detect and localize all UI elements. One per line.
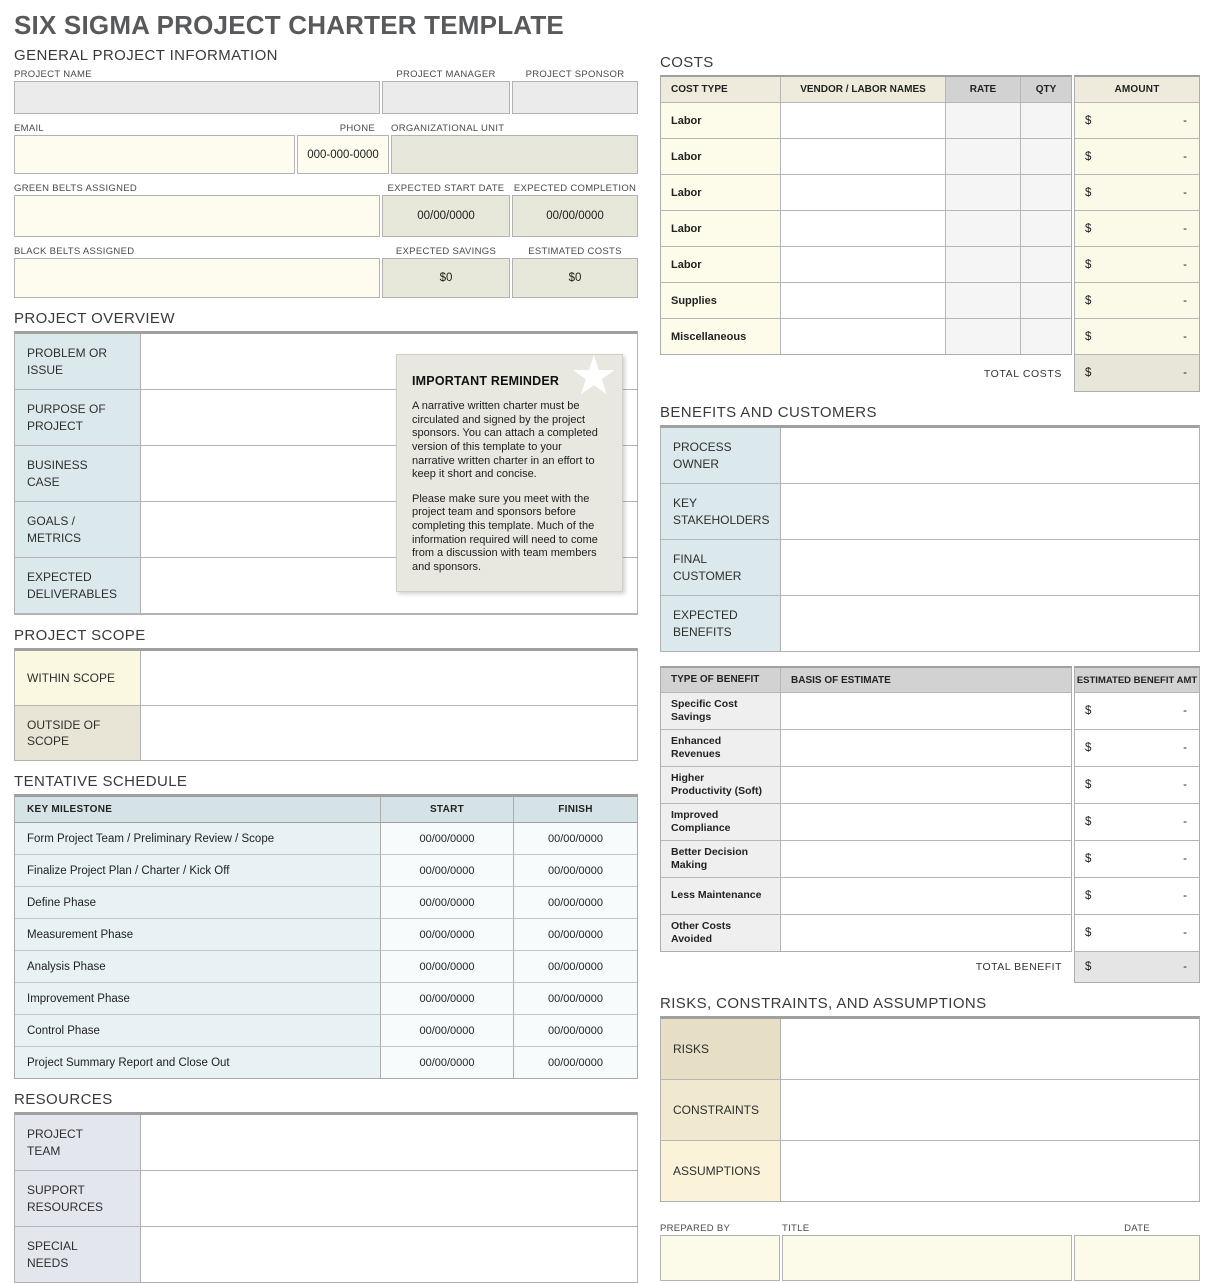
benefit-main-columns: [660, 666, 1072, 982]
currency-symbol: $: [1085, 258, 1092, 271]
currency-symbol: $: [1085, 816, 1092, 828]
risks-table: [660, 1016, 1200, 1202]
benefit-row: [661, 878, 1071, 915]
rate-cell[interactable]: [946, 283, 1021, 318]
costs-row: [661, 175, 1071, 211]
benefit-type-label: Other Costs Avoided: [661, 915, 781, 951]
finish-date-cell[interactable]: 00/00/0000: [514, 887, 637, 918]
general-row-4: [14, 245, 638, 298]
rate-cell[interactable]: [946, 175, 1021, 210]
star-icon: ★: [569, 346, 618, 406]
reminder-paragraph-2: Please make sure you meet with the project team and sponsors before completing this template. Much of the information required will need to come from a discussion with team members and sponsors.: [412, 492, 598, 573]
email-field: [14, 122, 295, 174]
basis-of-estimate-cell[interactable]: [781, 915, 1071, 951]
finish-date-cell[interactable]: 00/00/0000: [514, 855, 637, 886]
benefit-row: [661, 804, 1071, 841]
costs-row: [661, 139, 1071, 175]
finish-date-cell[interactable]: 00/00/0000: [514, 919, 637, 950]
currency-symbol: $: [1085, 890, 1092, 902]
benefit-row: [661, 693, 1071, 730]
section-heading-scope: PROJECT SCOPE: [14, 627, 146, 644]
start-date-cell[interactable]: 00/00/0000: [381, 887, 514, 918]
estimated-costs-field: [512, 245, 638, 298]
finish-date-cell[interactable]: 00/00/0000: [514, 1015, 637, 1046]
vendor-cell[interactable]: [781, 139, 946, 174]
costs-col-rate: RATE: [946, 77, 1021, 102]
costs-col-type: COST TYPE: [661, 77, 781, 102]
outside-scope-input[interactable]: [141, 706, 637, 760]
benefit-types-table: [660, 666, 1200, 983]
special-needs-input[interactable]: [141, 1227, 637, 1282]
schedule-row: [15, 1015, 637, 1047]
preparer-title-label: TITLE: [782, 1223, 810, 1234]
within-scope-input[interactable]: [141, 651, 637, 705]
amount-cell[interactable]: [1075, 103, 1199, 139]
finish-date-cell[interactable]: 00/00/0000: [514, 983, 637, 1014]
empty-amount: -: [1183, 961, 1187, 973]
benefits-row: [661, 596, 1199, 651]
expected-completion-input[interactable]: 00/00/0000: [512, 195, 638, 237]
benefit-type-label: Less Maintenance: [661, 878, 781, 914]
benefit-amount-cell[interactable]: [1075, 767, 1199, 804]
schedule-row: [15, 823, 637, 855]
start-date-cell[interactable]: 00/00/0000: [381, 983, 514, 1014]
schedule-row: [15, 919, 637, 951]
empty-amount: -: [1183, 890, 1187, 902]
project-name-label: PROJECT NAME: [14, 69, 92, 80]
email-label: EMAIL: [14, 123, 45, 134]
benefit-type-label: Improved Compliance: [661, 804, 781, 840]
empty-amount: -: [1183, 705, 1187, 717]
benefit-amount-cell[interactable]: [1075, 915, 1199, 952]
prepared-by-row: [660, 1222, 1200, 1281]
empty-amount: -: [1183, 258, 1187, 271]
project-name-field: [14, 68, 380, 114]
finish-date-cell[interactable]: 00/00/0000: [514, 823, 637, 854]
risks-row-label: ASSUMPTIONS: [661, 1141, 781, 1201]
cost-type-label: Labor: [661, 139, 781, 174]
currency-symbol: $: [1085, 961, 1092, 973]
overview-table: [14, 331, 638, 615]
green-belts-field: [14, 182, 380, 237]
empty-amount: -: [1183, 186, 1187, 199]
amount-cell[interactable]: [1075, 139, 1199, 175]
milestone-label: Finalize Project Plan / Charter / Kick Off: [15, 855, 381, 886]
rate-cell[interactable]: [946, 211, 1021, 246]
general-row-1: [14, 68, 638, 114]
section-heading-resources: RESOURCES: [14, 1091, 113, 1108]
rate-cell[interactable]: [946, 103, 1021, 138]
benefits-row: [661, 540, 1199, 596]
expected-savings-field: [382, 245, 510, 298]
scope-row-label: OUTSIDE OF SCOPE: [15, 706, 141, 760]
amount-cell[interactable]: [1075, 175, 1199, 211]
resources-row-label: SUPPORT RESOURCES: [15, 1171, 141, 1226]
benefit-row: [661, 767, 1071, 804]
empty-amount: -: [1183, 222, 1187, 235]
benefit-col-type: TYPE OF BENEFIT: [661, 668, 781, 692]
basis-of-estimate-cell[interactable]: [781, 878, 1071, 914]
qty-cell[interactable]: [1021, 139, 1071, 174]
basis-of-estimate-cell[interactable]: [781, 693, 1071, 729]
project-name-input[interactable]: [14, 81, 380, 114]
currency-symbol: $: [1085, 186, 1092, 199]
risks-row: [661, 1080, 1199, 1141]
green-belts-input[interactable]: [14, 195, 380, 237]
email-input[interactable]: [14, 135, 295, 174]
amount-cell[interactable]: [1075, 283, 1199, 319]
basis-of-estimate-cell[interactable]: [781, 841, 1071, 877]
schedule-header-row: [15, 797, 637, 823]
overview-row-label: PURPOSE OF PROJECT: [15, 390, 141, 445]
project-manager-input[interactable]: [382, 81, 510, 114]
total-benefit-label: TOTAL BENEFIT: [975, 961, 1062, 973]
benefit-amount-cell[interactable]: [1075, 841, 1199, 878]
risks-input[interactable]: [781, 1019, 1199, 1079]
benefit-amount-column: [1074, 666, 1200, 983]
general-row-2: [14, 122, 638, 174]
vendor-cell[interactable]: [781, 175, 946, 210]
expected-start-input[interactable]: 00/00/0000: [382, 195, 510, 237]
vendor-cell[interactable]: [781, 319, 946, 354]
preparer-title-field: [782, 1222, 1072, 1281]
schedule-col-finish: FINISH: [514, 797, 637, 822]
section-heading-general: GENERAL PROJECT INFORMATION: [14, 47, 278, 64]
milestone-label: Analysis Phase: [15, 951, 381, 982]
reminder-heading: IMPORTANT REMINDER: [412, 374, 560, 388]
milestone-label: Improvement Phase: [15, 983, 381, 1014]
total-costs-label: TOTAL COSTS: [983, 367, 1062, 380]
costs-table: [660, 75, 1200, 392]
vendor-cell[interactable]: [781, 211, 946, 246]
risks-row-label: RISKS: [661, 1019, 781, 1079]
overview-row-label: EXPECTED DELIVERABLES: [15, 558, 141, 613]
milestone-label: Measurement Phase: [15, 919, 381, 950]
benefits-row-label: FINAL CUSTOMER: [661, 540, 781, 595]
scope-row: [15, 706, 637, 760]
black-belts-label: BLACK BELTS ASSIGNED: [14, 246, 135, 257]
currency-symbol: $: [1085, 742, 1092, 754]
estimated-costs-input[interactable]: $0: [512, 258, 638, 298]
project-sponsor-input[interactable]: [512, 81, 638, 114]
milestone-label: Form Project Team / Preliminary Review / Scope: [15, 823, 381, 854]
currency-symbol: $: [1085, 294, 1092, 307]
rate-cell[interactable]: [946, 247, 1021, 282]
finish-date-cell[interactable]: 00/00/0000: [514, 951, 637, 982]
benefit-col-basis: BASIS OF ESTIMATE: [781, 668, 1071, 692]
project-team-input[interactable]: [141, 1115, 637, 1170]
reminder-paragraph-1: A narrative written charter must be circulated and signed by the project sponsors. You can attach a completed version of this template to your narrative written charter in an effort to keep it short and concise.: [412, 400, 598, 481]
overview-row-label: GOALS / METRICS: [15, 502, 141, 557]
key-stakeholders-input[interactable]: [781, 484, 1199, 539]
right-column: [660, 8, 1200, 1283]
costs-amount-column: [1074, 75, 1200, 392]
empty-amount: -: [1183, 853, 1187, 865]
costs-row: [661, 211, 1071, 247]
empty-amount: -: [1183, 779, 1187, 791]
expected-start-label: EXPECTED START DATE: [387, 183, 505, 194]
expected-savings-label: EXPECTED SAVINGS: [395, 246, 497, 257]
schedule-row: [15, 887, 637, 919]
finish-date-cell[interactable]: 00/00/0000: [514, 1047, 637, 1078]
qty-cell[interactable]: [1021, 211, 1071, 246]
benefit-row: [661, 915, 1071, 951]
total-benefit-cell: [1075, 952, 1199, 982]
costs-header-row: [661, 77, 1071, 103]
empty-amount: -: [1183, 294, 1187, 307]
benefits-row-label: PROCESS OWNER: [661, 428, 781, 483]
currency-symbol: $: [1085, 222, 1092, 235]
org-unit-input[interactable]: [391, 135, 638, 174]
empty-amount: -: [1183, 927, 1187, 939]
cost-type-label: Labor: [661, 175, 781, 210]
project-manager-label: PROJECT MANAGER: [396, 69, 496, 80]
start-date-cell[interactable]: 00/00/0000: [381, 951, 514, 982]
cost-type-label: Miscellaneous: [661, 319, 781, 354]
cost-type-label: Labor: [661, 247, 781, 282]
empty-amount: -: [1183, 367, 1187, 379]
final-customer-input[interactable]: [781, 540, 1199, 595]
milestone-label: Control Phase: [15, 1015, 381, 1046]
assumptions-input[interactable]: [781, 1141, 1199, 1201]
benefits-customers-table: [660, 425, 1200, 652]
costs-row: [661, 247, 1071, 283]
scope-row: [15, 651, 637, 706]
expected-benefits-input[interactable]: [781, 596, 1199, 651]
project-sponsor-field: [512, 68, 638, 114]
resources-table: [14, 1112, 638, 1283]
schedule-table: [14, 794, 638, 1079]
resources-row: [15, 1227, 637, 1282]
prepared-date-field: [1074, 1222, 1200, 1281]
section-heading-costs: COSTS: [660, 54, 714, 71]
qty-cell[interactable]: [1021, 283, 1071, 318]
preparer-title-input[interactable]: [782, 1235, 1072, 1281]
cost-type-label: Labor: [661, 103, 781, 138]
support-resources-input[interactable]: [141, 1171, 637, 1226]
section-heading-benefits: BENEFITS AND CUSTOMERS: [660, 404, 877, 421]
basis-of-estimate-cell[interactable]: [781, 804, 1071, 840]
costs-main-columns: [660, 75, 1072, 392]
costs-row: [661, 283, 1071, 319]
prepared-by-input[interactable]: [660, 1235, 780, 1281]
empty-amount: -: [1183, 114, 1187, 127]
schedule-row: [15, 951, 637, 983]
benefit-row: [661, 730, 1071, 767]
currency-symbol: $: [1085, 150, 1092, 163]
start-date-cell[interactable]: 00/00/0000: [381, 919, 514, 950]
benefit-type-label: Specific Cost Savings: [661, 693, 781, 729]
benefits-row-label: EXPECTED BENEFITS: [661, 596, 781, 651]
schedule-col-milestone: KEY MILESTONE: [15, 797, 381, 822]
vendor-cell[interactable]: [781, 103, 946, 138]
currency-symbol: $: [1085, 927, 1092, 939]
expected-completion-field: [512, 182, 638, 237]
green-belts-label: GREEN BELTS ASSIGNED: [14, 183, 138, 194]
resources-row-label: SPECIAL NEEDS: [15, 1227, 141, 1282]
currency-symbol: $: [1085, 853, 1092, 865]
overview-row-label: BUSINESS CASE: [15, 446, 141, 501]
risks-row: [661, 1141, 1199, 1201]
section-heading-schedule: TENTATIVE SCHEDULE: [14, 773, 188, 790]
phone-input[interactable]: 000-000-0000: [297, 135, 389, 174]
amount-cell[interactable]: [1075, 247, 1199, 283]
section-heading-overview: PROJECT OVERVIEW: [14, 310, 175, 327]
resources-row: [15, 1171, 637, 1227]
prepared-date-label: DATE: [1124, 1223, 1150, 1234]
currency-symbol: $: [1085, 705, 1092, 717]
qty-cell[interactable]: [1021, 247, 1071, 282]
costs-col-vendor: VENDOR / LABOR NAMES: [781, 77, 946, 102]
vendor-cell[interactable]: [781, 247, 946, 282]
currency-symbol: $: [1085, 779, 1092, 791]
black-belts-input[interactable]: [14, 258, 380, 298]
resources-row-label: PROJECT TEAM: [15, 1115, 141, 1170]
empty-amount: -: [1183, 150, 1187, 163]
schedule-row: [15, 1047, 637, 1078]
schedule-row: [15, 855, 637, 887]
prepared-date-input[interactable]: [1074, 1235, 1200, 1281]
vendor-cell[interactable]: [781, 283, 946, 318]
prepared-by-field: [660, 1222, 780, 1281]
benefit-amount-cell[interactable]: [1075, 693, 1199, 730]
amount-cell[interactable]: [1075, 211, 1199, 247]
amount-cell[interactable]: [1075, 319, 1199, 355]
rate-cell[interactable]: [946, 319, 1021, 354]
estimated-costs-label: ESTIMATED COSTS: [528, 246, 622, 257]
general-row-3: [14, 182, 638, 237]
phone-field: [297, 122, 389, 174]
project-sponsor-label: PROJECT SPONSOR: [525, 69, 625, 80]
schedule-row: [15, 983, 637, 1015]
section-heading-risks: RISKS, CONSTRAINTS, AND ASSUMPTIONS: [660, 995, 987, 1012]
overview-row-label: PROBLEM OR ISSUE: [15, 334, 141, 389]
rate-cell[interactable]: [946, 139, 1021, 174]
schedule-col-start: START: [381, 797, 514, 822]
cost-type-label: Supplies: [661, 283, 781, 318]
costs-col-qty: QTY: [1021, 77, 1071, 102]
benefit-header-row: [661, 668, 1071, 693]
benefits-row: [661, 428, 1199, 484]
benefit-type-label: Enhanced Revenues: [661, 730, 781, 766]
benefit-type-label: Higher Productivity (Soft): [661, 767, 781, 803]
benefit-amount-cell[interactable]: [1075, 804, 1199, 841]
prepared-by-label: PREPARED BY: [660, 1223, 731, 1234]
start-date-cell[interactable]: 00/00/0000: [381, 823, 514, 854]
risks-row-label: CONSTRAINTS: [661, 1080, 781, 1140]
scope-table: [14, 648, 638, 761]
page-title: SIX SIGMA PROJECT CHARTER TEMPLATE: [14, 10, 564, 40]
milestone-label: Project Summary Report and Close Out: [15, 1047, 381, 1078]
left-column: [14, 8, 638, 1283]
scope-row-label: WITHIN SCOPE: [15, 651, 141, 705]
phone-label: PHONE: [339, 123, 375, 134]
project-manager-field: [382, 68, 510, 114]
qty-cell[interactable]: [1021, 175, 1071, 210]
benefits-row-label: KEY STAKEHOLDERS: [661, 484, 781, 539]
process-owner-input[interactable]: [781, 428, 1199, 483]
costs-row: [661, 319, 1071, 354]
costs-col-amount: AMOUNT: [1075, 77, 1199, 103]
benefit-amount-cell[interactable]: [1075, 878, 1199, 915]
empty-amount: -: [1183, 816, 1187, 828]
currency-symbol: $: [1085, 367, 1092, 379]
benefit-amount-cell[interactable]: [1075, 730, 1199, 767]
start-date-cell[interactable]: 00/00/0000: [381, 1047, 514, 1078]
expected-start-field: [382, 182, 510, 237]
risks-row: [661, 1019, 1199, 1080]
milestone-label: Define Phase: [15, 887, 381, 918]
start-date-cell[interactable]: 00/00/0000: [381, 1015, 514, 1046]
org-unit-label: ORGANIZATIONAL UNIT: [391, 123, 505, 134]
benefit-row: [661, 841, 1071, 878]
qty-cell[interactable]: [1021, 319, 1071, 354]
empty-amount: -: [1183, 330, 1187, 343]
start-date-cell[interactable]: 00/00/0000: [381, 855, 514, 886]
resources-row: [15, 1115, 637, 1171]
total-costs-cell: [1075, 355, 1199, 391]
benefit-type-label: Better Decision Making: [661, 841, 781, 877]
currency-symbol: $: [1085, 114, 1092, 127]
org-unit-field: [391, 122, 638, 174]
empty-amount: -: [1183, 742, 1187, 754]
qty-cell[interactable]: [1021, 103, 1071, 138]
constraints-input[interactable]: [781, 1080, 1199, 1140]
basis-of-estimate-cell[interactable]: [781, 730, 1071, 766]
expected-savings-input[interactable]: $0: [382, 258, 510, 298]
basis-of-estimate-cell[interactable]: [781, 767, 1071, 803]
important-reminder-callout: [396, 346, 623, 592]
currency-symbol: $: [1085, 330, 1092, 343]
benefits-row: [661, 484, 1199, 540]
black-belts-field: [14, 245, 380, 298]
expected-completion-label: EXPECTED COMPLETION: [513, 183, 637, 194]
benefit-col-amount: ESTIMATED BENEFIT AMT: [1075, 668, 1199, 693]
costs-row: [661, 103, 1071, 139]
cost-type-label: Labor: [661, 211, 781, 246]
